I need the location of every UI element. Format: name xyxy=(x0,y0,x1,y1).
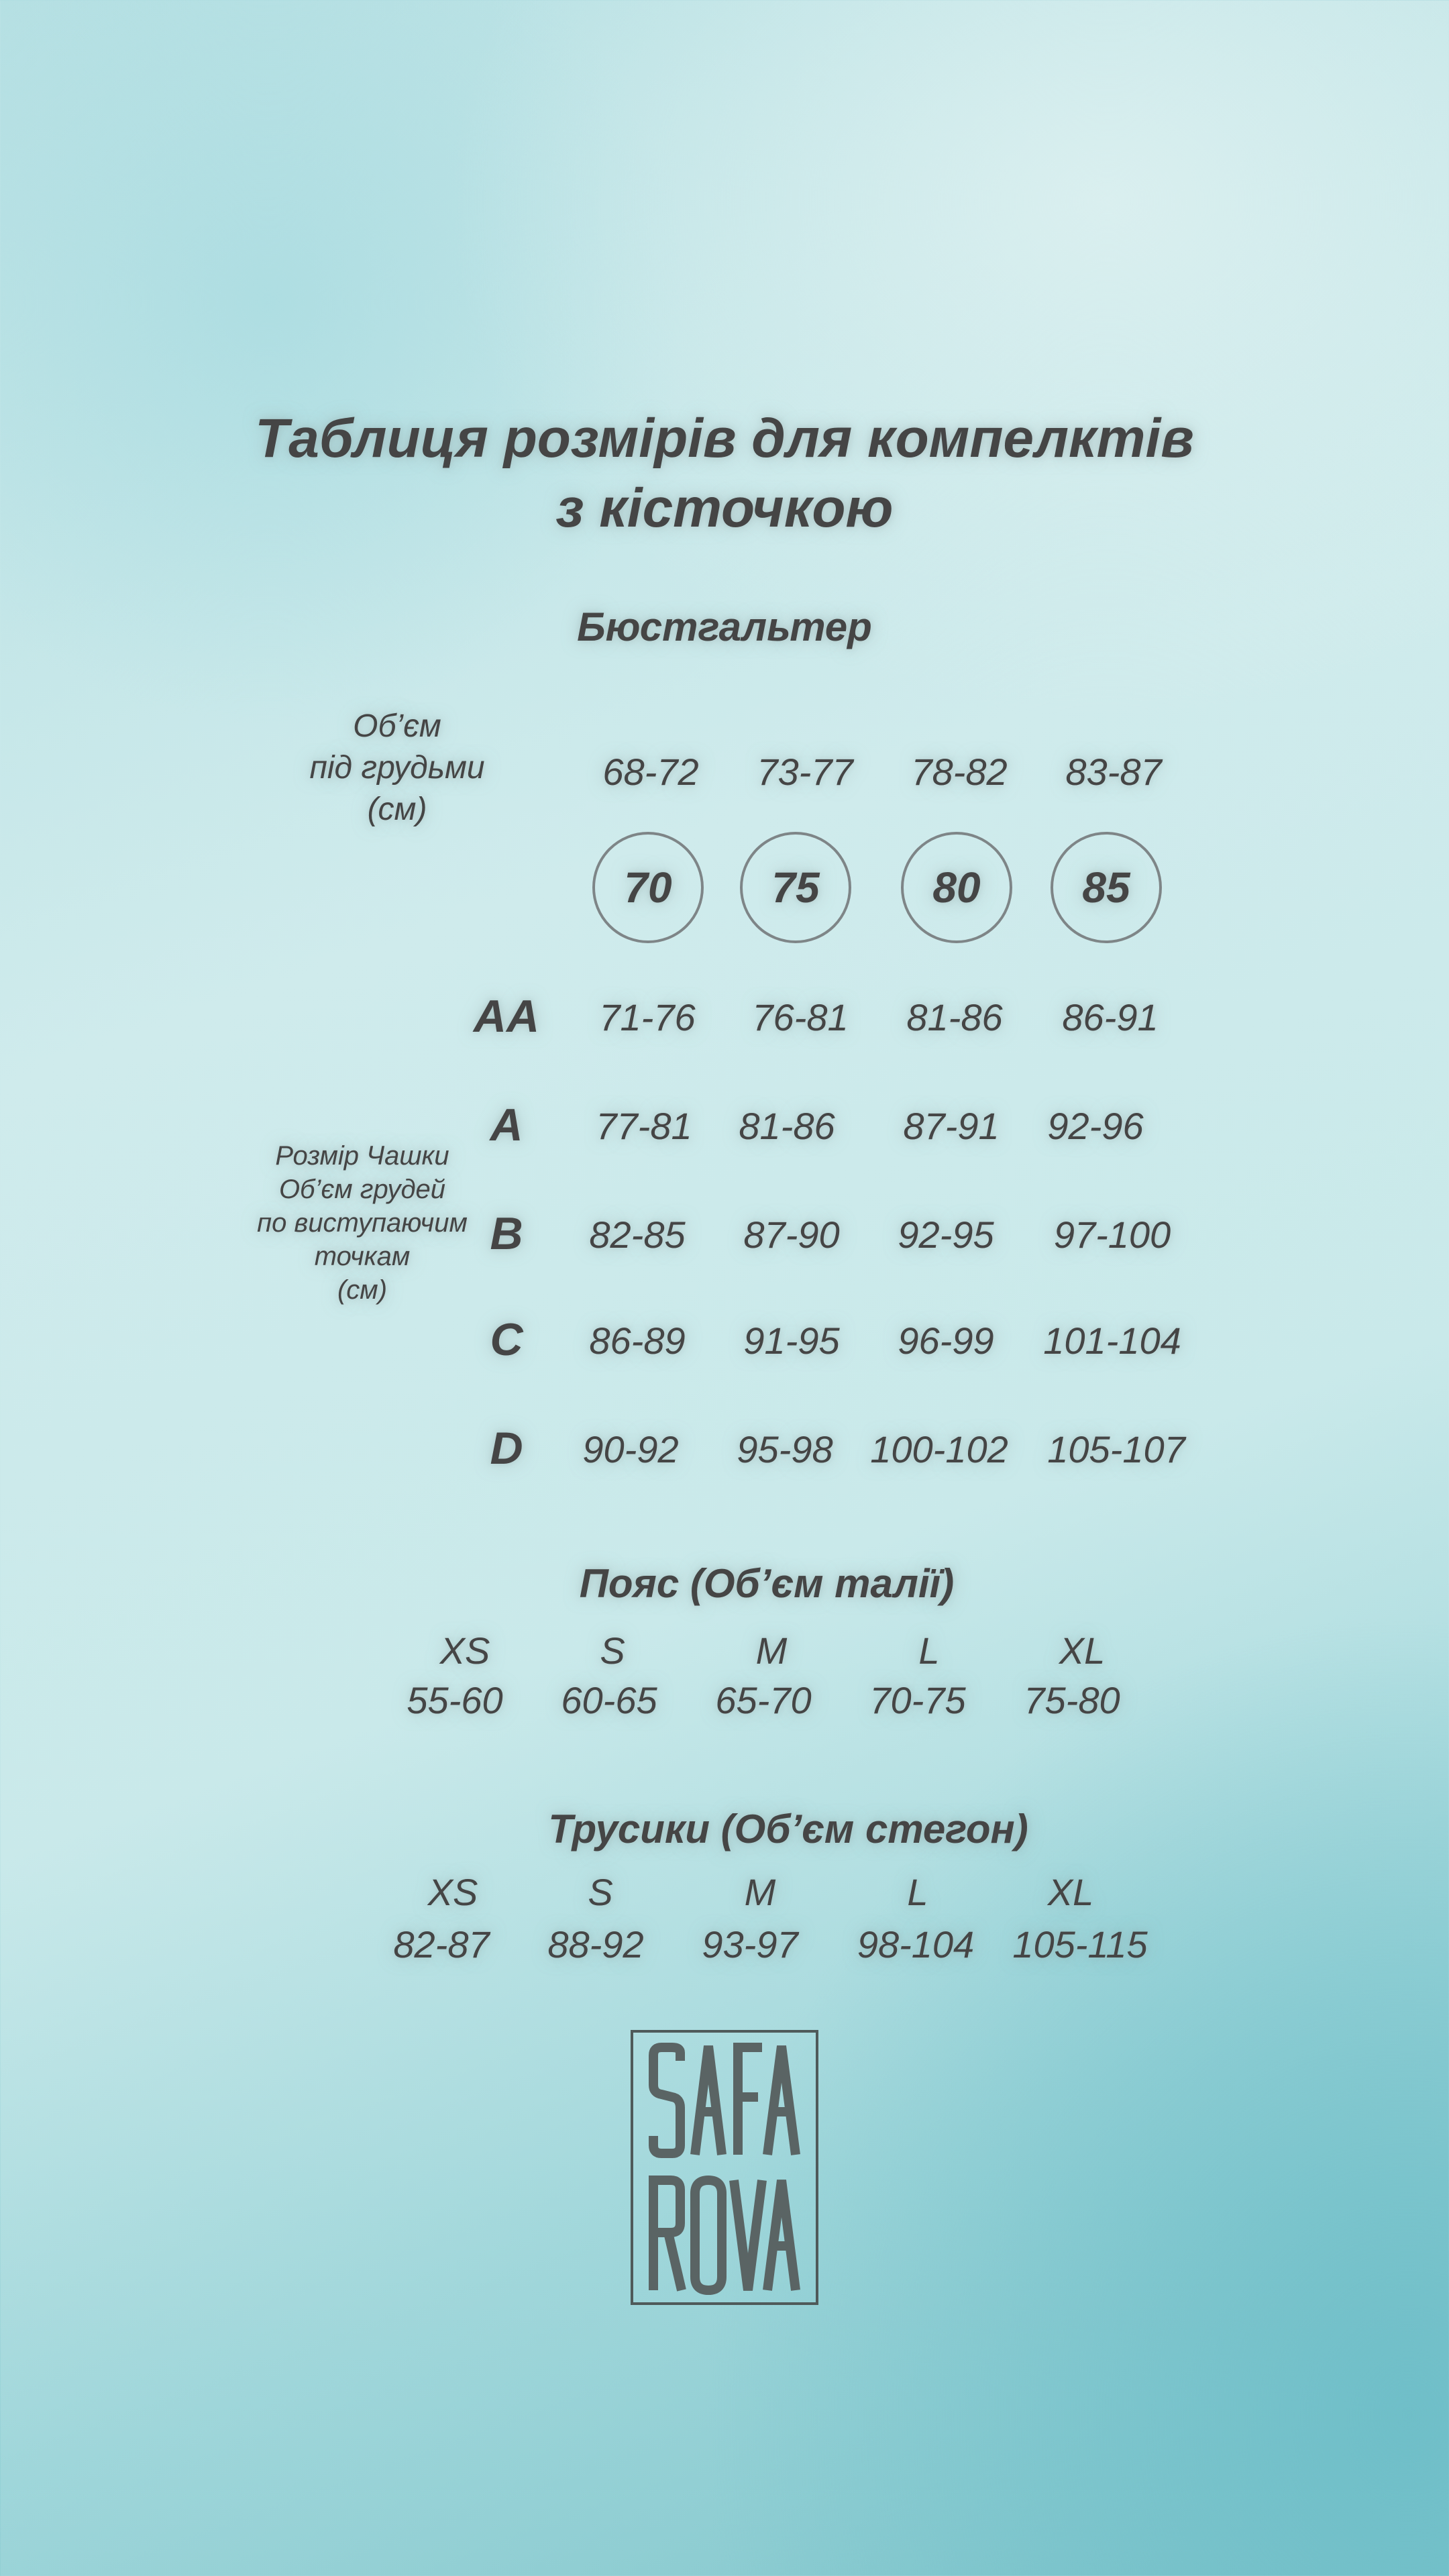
cup-size-label-line: точкам xyxy=(314,1242,411,1271)
cup-value: 100-102 xyxy=(870,1428,1008,1470)
cup-size-label xyxy=(235,1139,490,1307)
panties-range: 93-97 xyxy=(702,1923,798,1966)
cup-value: 82-85 xyxy=(589,1214,686,1256)
belt-range: 75-80 xyxy=(1024,1679,1120,1721)
underbust-range: 83-87 xyxy=(1065,751,1162,793)
band-size-circle: 70 xyxy=(592,832,704,943)
panties-range: 88-92 xyxy=(547,1923,644,1966)
underbust-label-line: під грудьми xyxy=(309,750,485,786)
underbust-range: 73-77 xyxy=(757,751,853,793)
cup-letter-a: A xyxy=(490,1099,523,1150)
brand-logo xyxy=(631,2030,818,2305)
belt-size: S xyxy=(600,1629,625,1672)
cup-letter-aa: AA xyxy=(473,991,540,1042)
cup-size-label-line: (см) xyxy=(337,1275,388,1305)
cup-value: 87-90 xyxy=(743,1214,840,1256)
cup-value: 81-86 xyxy=(906,996,1003,1038)
cup-size-label-line: по виступаючим xyxy=(257,1208,468,1238)
belt-range: 60-65 xyxy=(561,1679,657,1721)
cup-value: 91-95 xyxy=(743,1320,840,1362)
belt-heading: Пояс (Об’єм талії) xyxy=(579,1561,955,1606)
belt-range: 55-60 xyxy=(407,1679,503,1721)
band-size-circle: 80 xyxy=(901,832,1012,943)
underbust-range: 78-82 xyxy=(911,751,1008,793)
cup-letter-b: B xyxy=(490,1208,523,1259)
cup-size-label-line: Розмір Чашки xyxy=(275,1141,449,1171)
cup-value: 92-96 xyxy=(1047,1105,1144,1147)
cup-value: 81-86 xyxy=(739,1105,835,1147)
page-title xyxy=(0,404,1449,543)
belt-size: L xyxy=(918,1629,940,1672)
cup-value: 105-107 xyxy=(1047,1428,1185,1470)
panties-size: M xyxy=(744,1871,776,1913)
band-size-circle: 85 xyxy=(1051,832,1162,943)
bra-heading: Бюстгальтер xyxy=(577,604,872,649)
panties-size: L xyxy=(907,1871,928,1913)
underbust-label-line: Об’єм xyxy=(353,708,441,744)
underbust-range: 68-72 xyxy=(602,751,699,793)
cup-value: 76-81 xyxy=(752,996,849,1038)
page-title-line1: Таблиця розмірів для компелктів xyxy=(255,408,1194,469)
belt-range: 70-75 xyxy=(869,1679,966,1721)
cup-value: 92-95 xyxy=(898,1214,994,1256)
cup-letter-d: D xyxy=(490,1423,523,1474)
cup-value: 86-91 xyxy=(1062,996,1159,1038)
panties-heading: Трусики (Об’єм стегон) xyxy=(548,1807,1028,1851)
belt-size: XS xyxy=(439,1629,490,1672)
cup-value: 90-92 xyxy=(582,1428,679,1470)
cup-value: 96-99 xyxy=(898,1320,994,1362)
cup-value: 86-89 xyxy=(589,1320,686,1362)
panties-range: 98-104 xyxy=(857,1923,975,1966)
cup-value: 77-81 xyxy=(596,1105,692,1147)
belt-range: 65-70 xyxy=(715,1679,812,1721)
cup-value: 97-100 xyxy=(1053,1214,1171,1256)
belt-size: M xyxy=(755,1629,788,1672)
page-title-line2: з кісточкою xyxy=(555,478,894,539)
band-size-circle: 75 xyxy=(740,832,851,943)
cup-size-label-line: Об’єм грудей xyxy=(278,1175,446,1204)
cup-value: 71-76 xyxy=(599,996,696,1038)
cup-value: 101-104 xyxy=(1043,1320,1181,1362)
cup-value: 95-98 xyxy=(737,1428,833,1470)
cup-letter-c: C xyxy=(490,1314,523,1365)
underbust-label xyxy=(276,706,518,830)
underbust-label-line: (см) xyxy=(367,792,427,827)
brand-logo-mark xyxy=(633,2033,816,2302)
belt-size: XL xyxy=(1059,1629,1106,1672)
panties-range: 82-87 xyxy=(393,1923,490,1966)
panties-size: S xyxy=(588,1871,613,1913)
panties-size: XL xyxy=(1047,1871,1094,1913)
panties-range: 105-115 xyxy=(1012,1923,1148,1966)
cup-value: 87-91 xyxy=(903,1105,1000,1147)
panties-size: XS xyxy=(427,1871,478,1913)
